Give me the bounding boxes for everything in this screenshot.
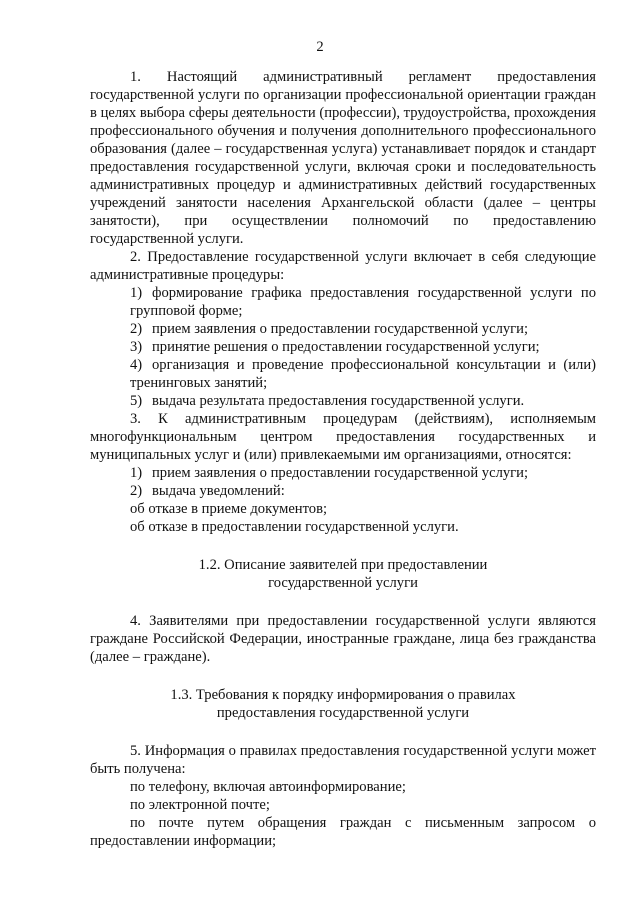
section-heading-1-2: 1.2. Описание заявителей при предоставлении государственной услуги [198, 557, 488, 591]
list-item: 2) прием заявления о предоставлении государственной услуги; [130, 321, 529, 337]
list-item: по электронной почте; [130, 797, 270, 813]
paragraph-5: 5. Информация о правилах предоставления государственной услуги может быть получена: [90, 743, 596, 777]
list-item: 4) организация и проведение профессиональной консультации и (или) тренинговых занятий; [130, 357, 596, 391]
paragraph-1: 1. Настоящий административный регламент предоставления государственной услуги по организации профессиональной ориентации граждан в целях выбора сферы деятельности (профессии), трудоустройства, прохождения профессионального обучения и получения дополнительного профессионального образования (далее – государственная услуга) устанавливает порядок и стандарт предоставления государственной услуги, включая сроки и последовательность административных процедур и административных действий государственных учреждений занятости населения Архангельской области (далее – центры занятости), при осуществлении полномочий по предоставлению государственной услуги. [90, 69, 596, 247]
list-item: 2) выдача уведомлений: [130, 483, 285, 499]
paragraph-4: 4. Заявителями при предоставлении государственной услуги являются граждане Российской Федерации, иностранные граждане, лица без гражданства (далее – граждане). [90, 613, 596, 665]
page-number: 2 [316, 39, 324, 55]
list-item: по почте путем обращения граждан с письменным запросом о предоставлении информации; [90, 815, 596, 849]
sub-item: об отказе в приеме документов; [130, 501, 328, 517]
list-item: по телефону, включая автоинформирование; [130, 779, 406, 795]
paragraph-3: 3. К административным процедурам (действиям), исполняемым многофункциональным центром предоставления государственных и муниципальных услуг и (или) привлекаемыми им организациями, относятся: [90, 411, 596, 463]
sub-item: об отказе в предоставлении государственной услуги. [130, 519, 459, 535]
list-item: 1) формирование графика предоставления государственной услуги по групповой форме; [130, 285, 596, 319]
list-item: 3) принятие решения о предоставлении государственной услуги; [130, 339, 540, 355]
section-heading-1-3: 1.3. Требования к порядку информирования о правилах предоставления государственной услуги [170, 687, 516, 721]
document-body [90, 68, 596, 850]
list-item: 1) прием заявления о предоставлении государственной услуги; [130, 465, 529, 481]
paragraph-2: 2. Предоставление государственной услуги включает в себя следующие административные процедуры: [90, 249, 596, 283]
list-item: 5) выдача результата предоставления государственной услуги. [130, 393, 525, 409]
